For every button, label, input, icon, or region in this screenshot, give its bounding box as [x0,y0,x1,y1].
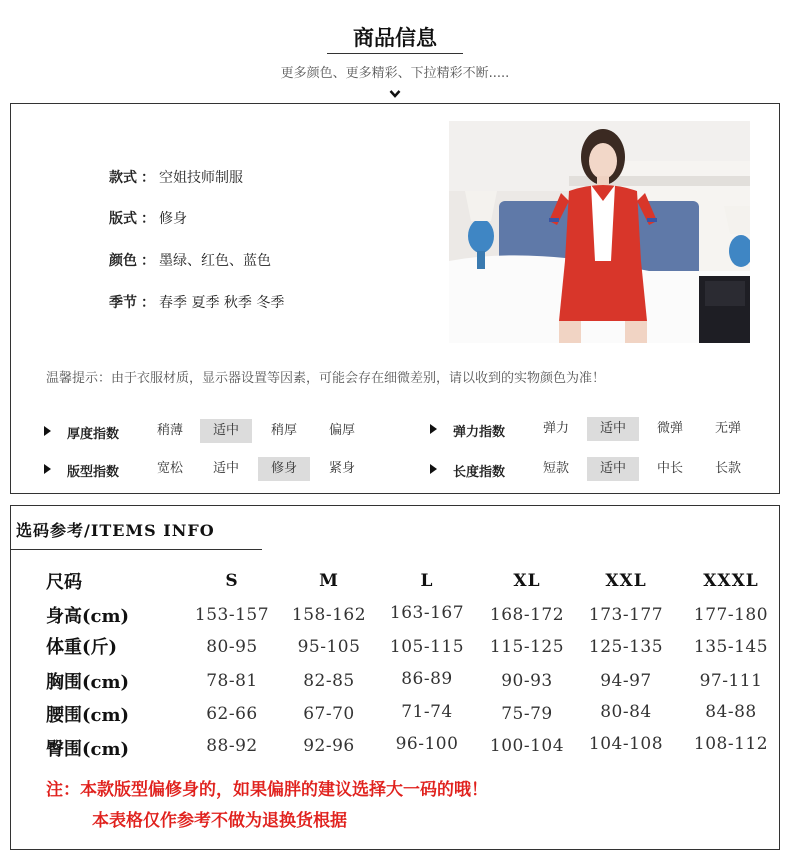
table-cell: 80-84 [600,702,652,722]
row-label-weight: 体重(斤) [46,637,118,658]
index-silhouette-option: 适中 [212,461,239,476]
index-elasticity-option-selected: 适中 [587,417,639,441]
table-cell: 78-81 [206,671,258,691]
size-label: 尺码 [46,572,82,593]
table-cell: 125-135 [588,637,664,657]
page-title: 商品信息 [353,26,437,50]
size-header: S [225,571,239,591]
attr-color-value: 墨绿、红色、蓝色 [159,253,271,269]
size-header: XXL [605,571,647,591]
table-cell: 104-108 [588,734,664,754]
index-silhouette-option-selected: 修身 [258,457,310,481]
triangle-bullet-icon [44,426,51,436]
attr-season-key: 季节 [109,295,137,311]
table-cell: 173-177 [588,605,664,625]
size-header: L [420,571,434,591]
size-header: M [319,571,339,591]
attr-fit-key: 版式 [109,211,137,227]
index-length [430,457,770,481]
row-label-chest: 胸围(cm) [46,672,130,693]
table-cell: 71-74 [401,702,453,722]
warm-tip: 温馨提示：由于衣服材质，显示器设置等因素，可能会存在细微差别，请以收到的实物颜色为准！ [46,371,606,386]
attr-style-value: 空姐技师制服 [159,170,243,186]
table-cell: 94-97 [600,671,652,691]
index-length-option-selected: 适中 [587,457,639,481]
table-cell: 67-70 [303,704,355,724]
triangle-bullet-icon [430,464,437,474]
index-thickness [44,419,374,443]
index-length-option: 短款 [542,461,569,476]
index-thickness-option: 偏厚 [328,423,355,438]
index-silhouette-name: 版型指数 [67,465,120,480]
table-cell: 95-105 [297,637,361,657]
index-thickness-option: 稍薄 [156,423,183,438]
table-cell: 158-162 [291,605,367,625]
table-cell: 82-85 [303,671,355,691]
table-cell: 177-180 [693,605,769,625]
table-cell: 86-89 [401,669,453,689]
reference-note: 本表格仅作参考不做为退换货根据 [92,811,347,831]
attr-style-key: 款式 [109,170,137,186]
attr-season: 季节 ： 春季 夏季 秋季 冬季 [109,295,285,311]
index-elasticity-option: 弹力 [542,421,569,436]
index-length-option: 长款 [714,461,741,476]
index-elasticity-option: 无弹 [714,421,741,436]
index-thickness-option-selected: 适中 [200,419,252,443]
table-cell: 80-95 [206,637,258,657]
table-cell: 163-167 [389,603,465,623]
index-silhouette-option: 紧身 [328,461,355,476]
page-subtitle: 更多颜色、更多精彩、下拉精彩不断..... [280,66,510,81]
index-silhouette [44,457,374,481]
index-elasticity-name: 弹力指数 [453,425,506,440]
table-cell: 90-93 [501,671,553,691]
size-header: XL [513,571,541,591]
chevron-down-icon [389,88,401,100]
size-chart-title: 选码参考/ITEMS INFO [16,521,215,540]
attr-color: 颜色 ： 墨绿、红色、蓝色 [109,253,271,269]
row-label-height: 身高(cm) [46,606,130,627]
index-elasticity-option: 微弹 [656,421,683,436]
table-cell: 153-157 [194,605,270,625]
index-length-name: 长度指数 [453,465,506,480]
table-cell: 62-66 [206,704,258,724]
table-cell: 92-96 [303,736,355,756]
table-cell: 105-115 [389,637,465,657]
table-cell: 168-172 [489,605,565,625]
product-photo [449,121,750,343]
index-thickness-name: 厚度指数 [67,427,120,442]
triangle-bullet-icon [430,424,437,434]
title-underline [327,53,463,54]
size-header: XXXL [703,571,759,591]
attr-fit: 版式 ： 修身 [109,211,187,227]
index-thickness-option: 稍厚 [270,423,297,438]
attr-color-key: 颜色 [109,253,137,269]
table-cell: 100-104 [489,736,565,756]
attr-fit-value: 修身 [159,211,187,227]
table-cell: 97-111 [699,671,763,691]
table-cell: 115-125 [489,637,565,657]
fit-note: 注：本款版型偏修身的，如果偏胖的建议选择大一码的哦！ [46,780,488,800]
table-cell: 108-112 [693,734,769,754]
attr-style: 款式 ： 空姐技师制服 [109,170,243,186]
table-cell: 135-145 [693,637,769,657]
attr-season-value: 春季 夏季 秋季 冬季 [159,295,285,311]
triangle-bullet-icon [44,464,51,474]
row-label-waist: 腰围(cm) [46,705,130,726]
table-cell: 88-92 [206,736,258,756]
table-cell: 84-88 [705,702,757,722]
size-chart-title-underline [10,549,262,550]
table-cell: 96-100 [395,734,459,754]
index-length-option: 中长 [656,461,683,476]
index-elasticity [430,417,770,441]
table-cell: 75-79 [501,704,553,724]
row-label-hip: 臀围(cm) [46,739,130,760]
index-silhouette-option: 宽松 [156,461,183,476]
